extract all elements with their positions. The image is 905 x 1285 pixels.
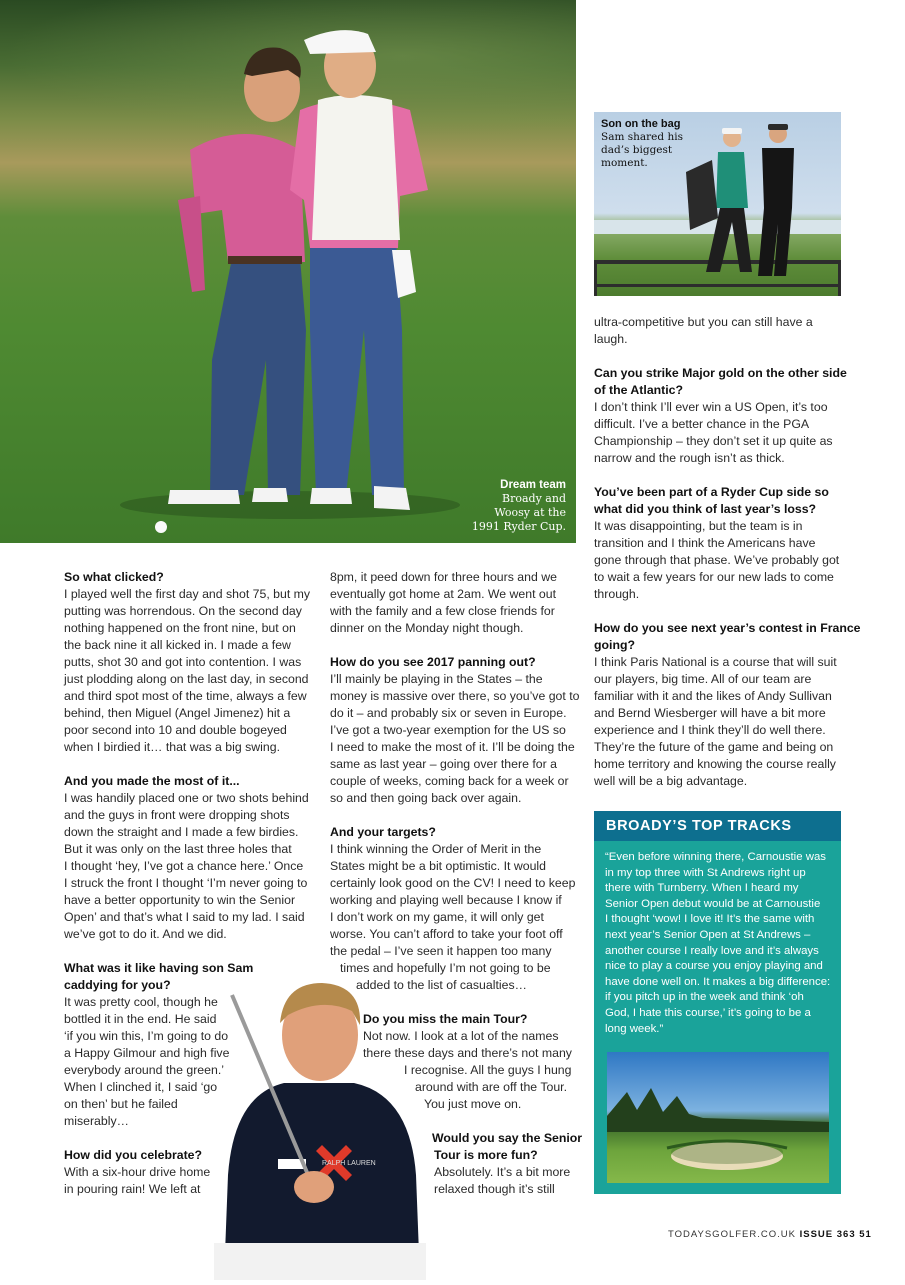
text-line: ‘if you win this, I’m going to do xyxy=(64,1029,229,1043)
text-line: in my top three with St Andrews right up xyxy=(605,866,806,879)
answer-paragraph xyxy=(330,671,580,807)
question-heading: And your targets? xyxy=(330,825,436,839)
question-heading: And you made the most of it... xyxy=(64,774,240,788)
text-line: gone through that phase. We’ve probably got xyxy=(594,553,840,567)
caption-line: 1991 Ryder Cup. xyxy=(471,520,566,533)
text-line: putts, shot 30 and got into contention. I was xyxy=(64,655,302,669)
text-line: God, I hate this course,’ it’s going to be a xyxy=(605,1006,811,1019)
golfers-illustration xyxy=(0,0,576,543)
answer-paragraph xyxy=(594,314,844,348)
text-line: They’re the future of the game and being on xyxy=(594,740,834,754)
top-tracks-quote xyxy=(594,841,841,1037)
page-number: 51 xyxy=(859,1229,872,1240)
dream-team-caption-title: Dream team xyxy=(500,479,566,491)
text-line: nothing happened on the front nine, but on xyxy=(64,621,296,635)
answer-paragraph xyxy=(594,399,844,467)
text-line: with the family and a few close friends for xyxy=(330,604,555,618)
text-line: certainly look good on the CV! I need to keep xyxy=(330,876,576,890)
question-heading: What was it like having son Sam xyxy=(64,961,254,975)
text-line: I recognise. All the guys I hung xyxy=(404,1063,572,1077)
question-heading: Would you say the Senior xyxy=(432,1131,583,1145)
text-line: relaxed though it’s still xyxy=(434,1182,555,1196)
text-line: I thought ‘wow! I love it! It’s the same with xyxy=(605,913,815,926)
text-line: ultra-competitive but you can still have a xyxy=(594,315,813,329)
question-heading: So what clicked? xyxy=(64,570,164,584)
footer-site: TODAYSGOLFER.CO.UK xyxy=(668,1229,796,1240)
player-illustration xyxy=(214,975,426,1280)
question-heading: How do you see next year’s contest in France xyxy=(594,621,861,635)
text-line: putting was horrendous. On the second day xyxy=(64,604,302,618)
text-line: have done well on. It makes a big difference: xyxy=(605,975,831,988)
dream-team-caption xyxy=(472,478,566,534)
text-line: I’ve got a two-year exemption for the US so xyxy=(330,723,566,737)
text-line: and third spot most of the time, always a few xyxy=(64,689,307,703)
text-line: I was handily placed one or two shots behind xyxy=(64,791,309,805)
text-line: I played well the first day and shot 75, but my xyxy=(64,587,311,601)
text-line: home territory and knowing the course really xyxy=(594,757,836,771)
text-line: there with Turnberry. When I heard my xyxy=(605,882,799,895)
text-line: around with are off the Tour. xyxy=(415,1080,567,1094)
text-line: I think Paris National is a course that will suit xyxy=(594,655,837,669)
text-line: through. xyxy=(594,587,640,601)
text-line: Not now. I look at a lot of the names xyxy=(363,1029,559,1043)
text-line: But it was only on the last three holes that xyxy=(64,842,292,856)
question-heading: of the Atlantic? xyxy=(594,383,684,397)
text-line: everybody around the green.’ xyxy=(64,1063,224,1077)
text-line: there these days and there’s not many xyxy=(363,1046,572,1060)
text-line: and Bernd Wiesberger will have a bit more xyxy=(594,706,826,720)
caption-line: Sam shared his xyxy=(601,131,683,143)
answer-paragraph xyxy=(594,654,844,790)
text-line: I think winning the Order of Merit in the xyxy=(330,842,542,856)
text-line: laugh. xyxy=(594,332,628,346)
answer-paragraph xyxy=(330,841,580,994)
hero-photo xyxy=(0,0,576,543)
text-line: when I birdied it… that was a big swing. xyxy=(64,740,280,754)
text-line: we’ve got to do it. And we did. xyxy=(64,927,227,941)
page-footer xyxy=(668,1229,872,1240)
text-line: I don’t think I’ll ever win a US Open, it’s too xyxy=(594,400,828,414)
text-line: I struck the front I thought ‘I’m never going to xyxy=(64,876,308,890)
text-line: so and then going back over again. xyxy=(330,791,522,805)
text-line: on then’ but he failed xyxy=(64,1097,178,1111)
text-line: experience and I think they’ll do well there. xyxy=(594,723,826,737)
text-line: to wait a few years for our new lads to come xyxy=(594,570,834,584)
text-line: down the straight and I made a few birdies. xyxy=(64,825,299,839)
top-tracks-box xyxy=(594,811,841,1194)
text-line: I thought ‘hey, I’ve got a chance here.’ Once xyxy=(64,859,304,873)
question-heading: You’ve been part of a Ryder Cup side so xyxy=(594,485,829,499)
text-line: our players, big time. All of our team are xyxy=(594,672,812,686)
text-line: Championship – they don’t set it up quite as xyxy=(594,434,833,448)
answer-paragraph xyxy=(64,790,314,943)
caption-line: moment. xyxy=(601,157,648,169)
text-line: long week.” xyxy=(605,1022,664,1035)
text-line: same as last year – going over there for a xyxy=(330,757,557,771)
text-line: You just move on. xyxy=(424,1097,522,1111)
text-line: just plodding along on the last day, in second xyxy=(64,672,309,686)
footer-issue: ISSUE 363 xyxy=(799,1229,856,1240)
text-line: With a six-hour drive home xyxy=(64,1165,211,1179)
text-line: well will be a big advantage. xyxy=(594,774,748,788)
top-tracks-title: BROADY’S TOP TRACKS xyxy=(594,811,841,841)
text-line: worse. You can’t afford to take your foot off xyxy=(330,927,563,941)
question-heading: Can you strike Major gold on the other side xyxy=(594,366,847,380)
son-caddie-photo xyxy=(594,112,841,296)
caption-line: Broady and xyxy=(502,492,566,505)
article-column-3 xyxy=(594,314,861,807)
text-line: I don’t work on my game, it will only get xyxy=(330,910,544,924)
text-line: miserably… xyxy=(64,1114,129,1128)
text-line: a Happy Gilmour and high five xyxy=(64,1046,230,1060)
text-line: I’ll mainly be playing in the States – the xyxy=(330,672,543,686)
text-line: It was disappointing, but the team is in xyxy=(594,519,803,533)
text-line: working and playing well because I know if xyxy=(330,893,562,907)
text-line: have a better opportunity to win the Senior xyxy=(64,893,296,907)
text-line: States might be a bit optimistic. It would xyxy=(330,859,546,873)
text-line: if you pitch up in the week and think ‘oh xyxy=(605,991,804,1004)
son-caption xyxy=(601,118,683,170)
text-line: bottled it in the end. He said xyxy=(64,1012,217,1026)
text-line: I need to make the most of it. I’ll be doing the xyxy=(330,740,575,754)
shirt-logo-text: RALPH LAUREN xyxy=(322,1160,376,1167)
text-line: narrow and the rough isn’t as thick. xyxy=(594,451,785,465)
answer-paragraph xyxy=(594,518,844,603)
golf-course-photo xyxy=(607,1052,829,1183)
text-line: poor second into 10 and double bogeyed xyxy=(64,723,287,737)
text-line: added to the list of casualties… xyxy=(356,978,527,992)
text-line: When I clinched it, I said ‘go xyxy=(64,1080,218,1094)
text-line: Absolutely. It’s a bit more xyxy=(434,1165,571,1179)
son-caption-title: Son on the bag xyxy=(601,118,681,130)
text-line: and the guys in front were dropping shots xyxy=(64,808,290,822)
text-line: do it – and probably six or seven in Europe. xyxy=(330,706,567,720)
question-heading: Tour is more fun? xyxy=(434,1148,538,1162)
text-line: next year’s Senior Open at St Andrews – xyxy=(605,928,811,941)
caption-line: Woosy at the xyxy=(494,506,566,519)
text-line: another course I really love and it’s always xyxy=(605,944,819,957)
text-line: 8pm, it peed down for three hours and we xyxy=(330,570,557,584)
text-line: transition and I think the Americans have xyxy=(594,536,816,550)
text-line: nice to play a course you enjoy playing and xyxy=(605,960,823,973)
text-line: difficult. I’ve a better chance in the PGA xyxy=(594,417,810,431)
text-line: the back nine it all kicked in. I made a few xyxy=(64,638,291,652)
text-line: Senior Open debut would be at Carnoustie xyxy=(605,897,821,910)
text-line: It was pretty cool, though he xyxy=(64,995,218,1009)
question-heading: what did you think of last year’s loss? xyxy=(594,502,817,516)
answer-paragraph xyxy=(64,586,314,756)
question-heading: How did you celebrate? xyxy=(64,1148,203,1162)
text-line: couple of weeks, coming back for a week or xyxy=(330,774,569,788)
question-heading: Do you miss the main Tour? xyxy=(363,1012,528,1026)
question-heading: going? xyxy=(594,638,635,652)
answer-paragraph xyxy=(330,569,580,637)
question-heading: caddying for you? xyxy=(64,978,171,992)
caption-line: dad’s biggest xyxy=(601,144,673,156)
text-line: dinner on the Monday night though. xyxy=(330,621,524,635)
text-line: behind, then Miguel (Angel Jimenez) hit a xyxy=(64,706,291,720)
text-line: times and hopefully I’m not going to be xyxy=(340,961,551,975)
text-line: eventually got home at 2am. We went out xyxy=(330,587,557,601)
text-line: the pedal – I’ve seen it happen too many xyxy=(330,944,552,958)
text-line: familiar with it and the likes of Andy Sullivan xyxy=(594,689,832,703)
bunker-illustration xyxy=(607,1052,829,1183)
text-line: in pouring rain! We left at xyxy=(64,1182,201,1196)
text-line: “Even before winning there, Carnoustie was xyxy=(605,851,826,863)
text-line: Open’ and that’s what I said to my lad. I said xyxy=(64,910,305,924)
question-heading: How do you see 2017 panning out? xyxy=(330,655,536,669)
player-cutout-photo xyxy=(214,975,426,1280)
text-line: money is massive over there, so you’ve got to xyxy=(330,689,580,703)
